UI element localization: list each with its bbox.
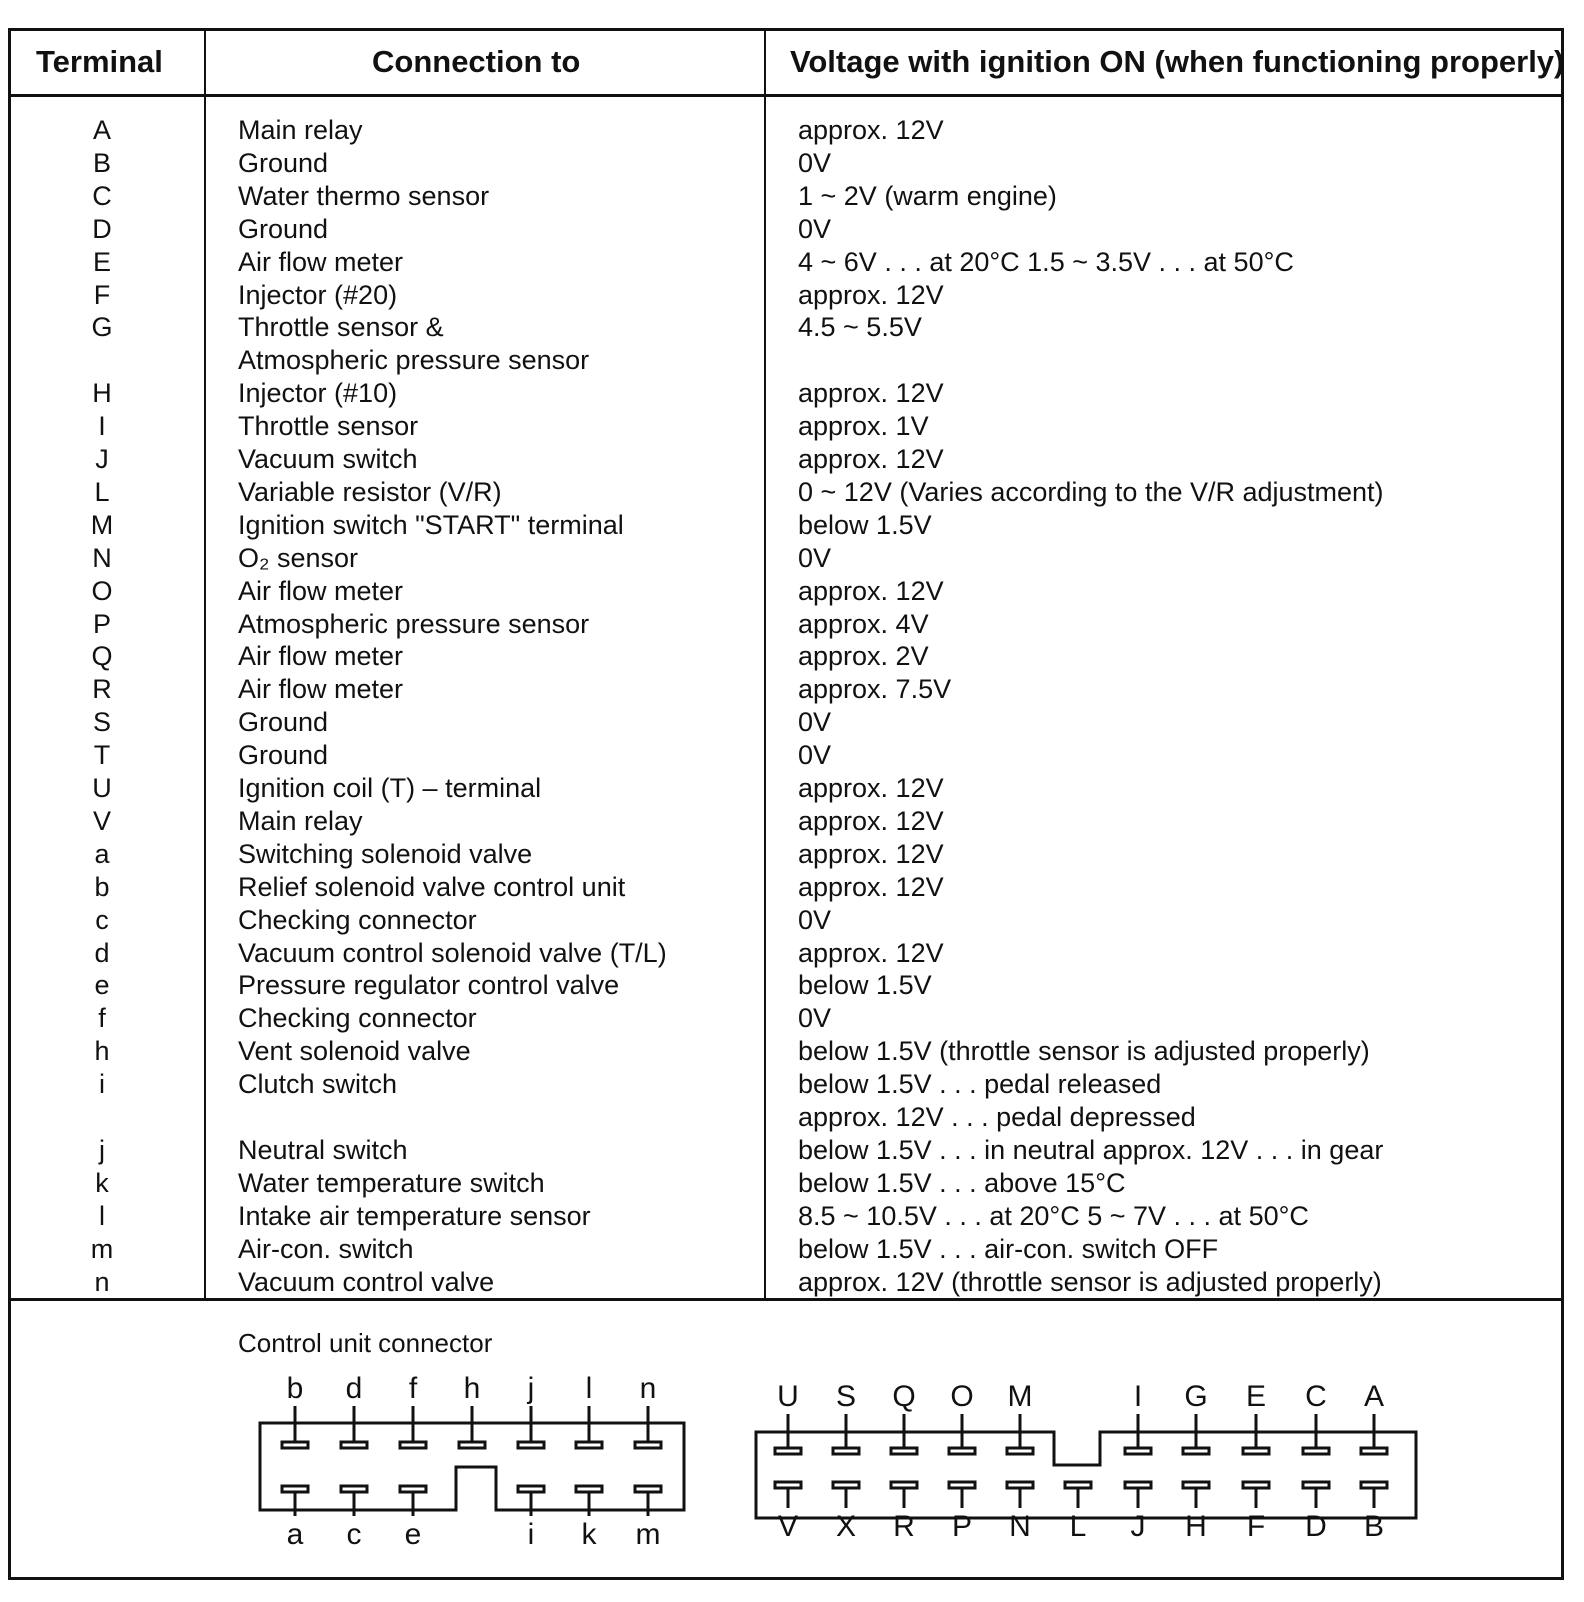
row-voltage: 0V — [798, 904, 832, 935]
row-voltage: approx. 7.5V — [798, 674, 952, 705]
connector-divider — [8, 1298, 1564, 1301]
row-voltage: below 1.5V . . . pedal released — [798, 1069, 1162, 1100]
row-connection: Ignition coil (T) – terminal — [238, 773, 542, 803]
row-terminal: I — [98, 411, 106, 442]
row-connection: Ignition switch "START" terminal — [238, 509, 624, 540]
pin-label-E: E — [1245, 1380, 1267, 1413]
row-voltage: 8.5 ~ 10.5V . . . at 20°C 5 ~ 7V . . . at 50°C — [798, 1200, 1309, 1231]
row-voltage: approx. 12V — [798, 871, 944, 902]
pin-label-l: l — [585, 1372, 593, 1405]
pin-label-I: I — [1133, 1380, 1143, 1413]
pin-label-D: D — [1305, 1510, 1327, 1543]
row-voltage: 0V — [798, 147, 832, 178]
pin-label-n: n — [639, 1372, 657, 1405]
row-terminal: L — [94, 476, 110, 507]
row-terminal: h — [94, 1036, 110, 1067]
pin-label-k: k — [581, 1518, 597, 1551]
row-connection: O₂ sensor — [238, 542, 359, 573]
row-terminal: V — [92, 805, 111, 836]
pin-label-f: f — [408, 1372, 418, 1405]
row-voltage: approx. 12V — [798, 575, 944, 606]
header-voltage: Voltage with ignition ON (when functioning properly) — [790, 44, 1565, 79]
row-terminal: Q — [91, 641, 113, 672]
row-connection: Ground — [238, 147, 329, 178]
row-terminal: G — [91, 312, 113, 343]
row-terminal: c — [95, 904, 109, 935]
pin-label-L: L — [1069, 1510, 1087, 1543]
row-terminal: n — [94, 1266, 110, 1297]
pin-label-V: V — [777, 1510, 799, 1543]
row-voltage: 0 ~ 12V (Varies according to the V/R adjustment) — [798, 476, 1384, 507]
row-connection: Ground — [238, 707, 329, 738]
pin-label-X: X — [835, 1510, 857, 1543]
column-divider-2 — [764, 28, 766, 1300]
row-voltage: 0V — [798, 707, 832, 738]
pin-label-A: A — [1363, 1380, 1385, 1413]
row-voltage: below 1.5V . . . air-con. switch OFF — [798, 1233, 1219, 1264]
row-terminal: E — [92, 246, 111, 277]
row-terminal: d — [94, 937, 110, 968]
connector-caption: Control unit connector — [238, 1328, 493, 1358]
row-connection: Switching solenoid valve — [238, 838, 533, 869]
row-voltage: 1 ~ 2V (warm engine) — [798, 180, 1057, 211]
row-terminal: C — [92, 180, 112, 211]
row-terminal: B — [92, 147, 111, 178]
row-voltage: approx. 12V . . . pedal depressed — [798, 1102, 1196, 1132]
row-connection: Variable resistor (V/R) — [238, 476, 502, 507]
row-terminal: a — [94, 838, 110, 869]
row-connection: Atmospheric pressure sensor — [238, 345, 590, 376]
pin-label-N: N — [1009, 1510, 1031, 1543]
row-connection: Intake air temperature sensor — [238, 1200, 591, 1231]
row-voltage: below 1.5V . . . in neutral approx. 12V . . . in gear — [798, 1134, 1384, 1165]
header-divider — [8, 94, 1564, 97]
row-connection: Ground — [238, 740, 329, 771]
row-connection: Checking connector — [238, 904, 477, 935]
row-connection: Throttle sensor & — [238, 312, 444, 343]
pin-label-G: G — [1184, 1380, 1208, 1413]
pin-label-H: H — [1185, 1510, 1207, 1543]
row-voltage: below 1.5V (throttle sensor is adjusted properly) — [798, 1036, 1370, 1067]
row-voltage: approx. 1V — [798, 411, 929, 442]
row-connection: Injector (#10) — [238, 378, 398, 409]
row-terminal: T — [93, 740, 111, 771]
row-connection: Vacuum control valve — [238, 1266, 495, 1297]
row-terminal: b — [94, 871, 110, 902]
row-connection: Air flow meter — [238, 641, 404, 672]
row-connection: Atmospheric pressure sensor — [238, 608, 590, 639]
row-connection: Vacuum switch — [238, 444, 418, 474]
pin-label-O: O — [950, 1380, 974, 1413]
pin-label-h: h — [463, 1372, 481, 1405]
row-terminal: A — [92, 115, 111, 145]
row-connection: Neutral switch — [238, 1134, 408, 1165]
row-voltage: 0V — [798, 542, 832, 573]
row-connection: Water thermo sensor — [238, 180, 490, 211]
row-connection: Throttle sensor — [238, 411, 419, 442]
row-terminal: m — [90, 1233, 114, 1264]
pin-label-m: m — [635, 1518, 661, 1551]
row-voltage: approx. 12V — [798, 773, 944, 803]
row-connection: Main relay — [238, 115, 363, 145]
row-voltage: approx. 12V — [798, 378, 944, 409]
pin-label-J: J — [1130, 1510, 1146, 1543]
row-voltage: 0V — [798, 740, 832, 771]
row-voltage: approx. 12V (throttle sensor is adjusted properly) — [798, 1266, 1382, 1297]
row-voltage: approx. 12V — [798, 115, 944, 145]
column-divider-1 — [204, 28, 206, 1300]
pin-label-M: M — [1007, 1380, 1033, 1413]
row-voltage: below 1.5V — [798, 509, 932, 540]
row-connection: Pressure regulator control valve — [238, 970, 620, 1001]
row-voltage: approx. 12V — [798, 838, 944, 869]
row-terminal: S — [92, 707, 111, 738]
row-terminal: i — [99, 1069, 105, 1100]
pin-label-R: R — [893, 1510, 915, 1543]
row-terminal: N — [92, 542, 112, 573]
row-voltage: approx. 4V — [798, 608, 929, 639]
pin-label-P: P — [951, 1510, 973, 1543]
row-connection: Air flow meter — [238, 246, 404, 277]
row-voltage: 0V — [798, 1003, 832, 1034]
header-terminal: Terminal — [36, 44, 163, 79]
row-connection: Relief solenoid valve control unit — [238, 871, 626, 902]
row-terminal: e — [94, 970, 110, 1001]
header-connection: Connection to — [372, 44, 581, 79]
pin-label-i: i — [527, 1518, 535, 1551]
pin-label-b: b — [286, 1372, 304, 1405]
row-terminal: O — [91, 575, 113, 606]
row-terminal: D — [92, 213, 112, 244]
pin-label-Q: Q — [892, 1380, 916, 1413]
row-terminal: H — [92, 378, 112, 409]
row-voltage: approx. 12V — [798, 279, 944, 310]
row-voltage: approx. 12V — [798, 937, 944, 968]
row-connection: Vacuum control solenoid valve (T/L) — [238, 937, 667, 968]
pin-label-c: c — [346, 1518, 362, 1551]
row-terminal: R — [92, 674, 112, 705]
pin-label-B: B — [1363, 1510, 1385, 1543]
row-connection: Checking connector — [238, 1003, 477, 1034]
row-connection: Ground — [238, 213, 329, 244]
row-connection: Injector (#20) — [238, 279, 398, 310]
pin-label-S: S — [835, 1380, 857, 1413]
row-terminal: j — [99, 1134, 105, 1165]
row-terminal: U — [92, 773, 112, 803]
row-terminal: F — [93, 279, 111, 310]
row-voltage: approx. 12V — [798, 805, 944, 836]
row-connection: Water temperature switch — [238, 1167, 545, 1198]
pin-label-U: U — [777, 1380, 799, 1413]
row-terminal: l — [99, 1200, 105, 1231]
row-voltage: approx. 2V — [798, 641, 929, 672]
row-voltage: 4.5 ~ 5.5V — [798, 312, 922, 343]
row-connection: Vent solenoid valve — [238, 1036, 471, 1067]
pin-label-a: a — [286, 1518, 304, 1551]
pin-label-C: C — [1305, 1380, 1327, 1413]
row-connection: Clutch switch — [238, 1069, 398, 1100]
pin-label-e: e — [404, 1518, 422, 1551]
row-terminal: k — [95, 1167, 109, 1198]
row-voltage: approx. 12V — [798, 444, 944, 474]
row-terminal: J — [95, 444, 109, 474]
row-voltage: 0V — [798, 213, 832, 244]
row-connection: Main relay — [238, 805, 363, 836]
row-connection: Air-con. switch — [238, 1233, 414, 1264]
row-terminal: P — [92, 608, 111, 639]
row-connection: Air flow meter — [238, 674, 404, 705]
row-terminal: f — [98, 1003, 106, 1034]
row-voltage: 4 ~ 6V . . . at 20°C 1.5 ~ 3.5V . . . at 50°C — [798, 246, 1294, 277]
pin-label-j: j — [527, 1372, 535, 1405]
row-terminal: M — [90, 509, 114, 540]
pin-label-F: F — [1246, 1510, 1266, 1543]
row-voltage: below 1.5V — [798, 970, 932, 1001]
row-voltage: below 1.5V . . . above 15°C — [798, 1167, 1126, 1198]
row-connection: Air flow meter — [238, 575, 404, 606]
pin-label-d: d — [345, 1372, 363, 1405]
